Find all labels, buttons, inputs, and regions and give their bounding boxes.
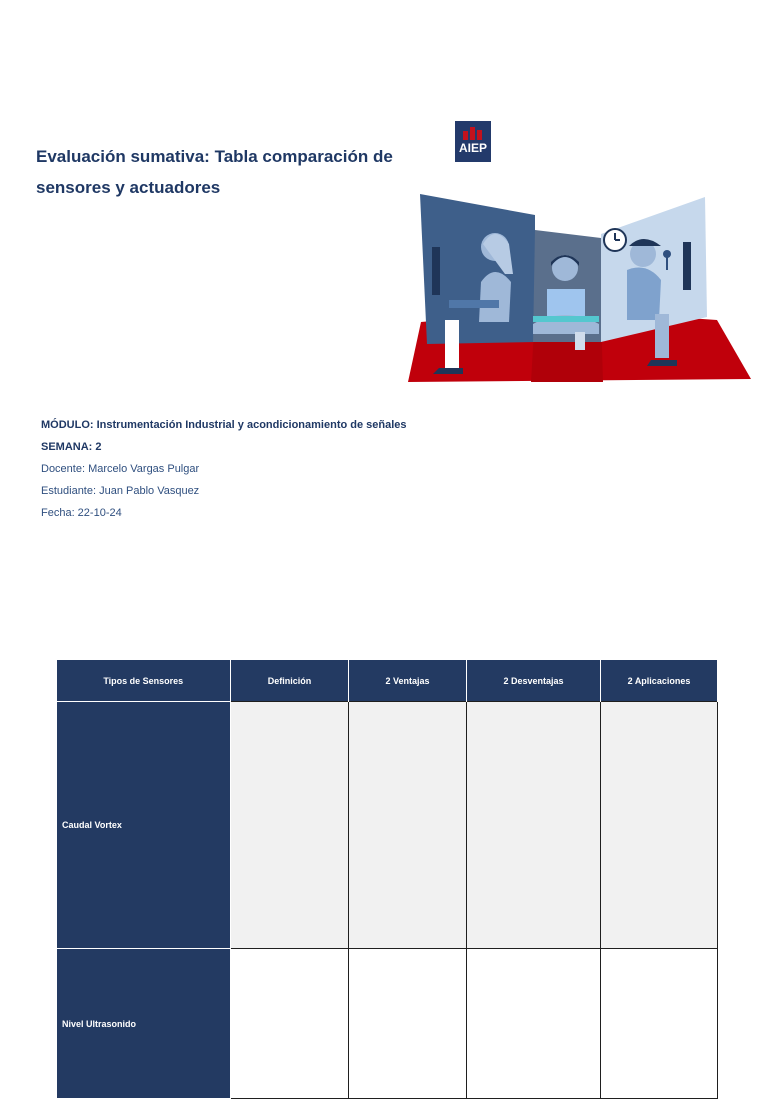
cover-illustration — [405, 192, 751, 384]
logo-text: AIEP — [458, 141, 487, 155]
header-tipos: Tipos de Sensores — [57, 660, 231, 702]
header-definicion: Definición — [231, 660, 349, 702]
semana-line: SEMANA: 2 — [41, 441, 102, 453]
row-label: Nivel Ultrasonido — [57, 949, 231, 1099]
row-label: Caudal Vortex — [57, 702, 231, 949]
table-cell[interactable] — [231, 702, 349, 949]
table-cell[interactable] — [467, 702, 601, 949]
page-title: Evaluación sumativa: Tabla comparación de sensores y actuadores — [36, 147, 393, 197]
table-cell[interactable] — [349, 702, 467, 949]
header-aplicaciones: 2 Aplicaciones — [601, 660, 718, 702]
estudiante-line: Estudiante: Juan Pablo Vasquez — [41, 485, 200, 497]
header-ventajas: 2 Ventajas — [349, 660, 467, 702]
table-header-row — [57, 660, 718, 702]
table-row — [57, 702, 718, 949]
fecha-line: Fecha: 22-10-24 — [41, 507, 122, 519]
modulo-line: MÓDULO: Instrumentación Industrial y acondicionamiento de señales — [41, 419, 407, 431]
logo-bars-icon — [461, 126, 485, 140]
aiep-logo — [455, 121, 491, 162]
table-cell[interactable] — [601, 702, 718, 949]
document-meta — [41, 416, 407, 526]
header-desventajas: 2 Desventajas — [467, 660, 601, 702]
docente-line: Docente: Marcelo Vargas Pulgar — [41, 463, 200, 475]
sensor-comparison-table — [56, 660, 718, 1099]
